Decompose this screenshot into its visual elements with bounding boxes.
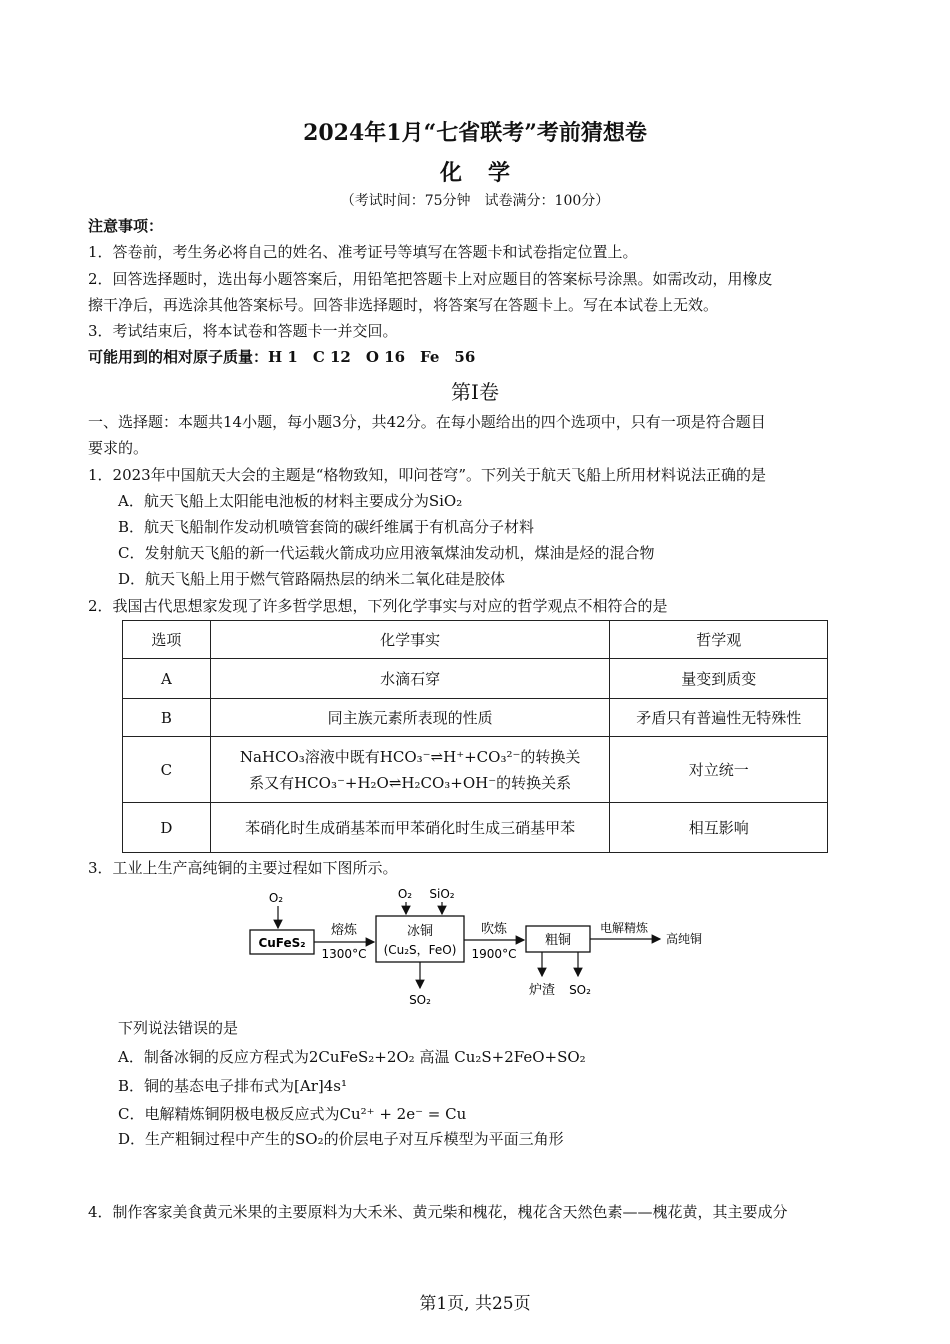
notice-item: 1．答卷前，考生务必将自己的姓名、准考证号等填写在答题卡和试卷指定位置上。	[88, 243, 638, 261]
table-cell-fact: 水滴石穿	[210, 659, 610, 699]
product-label: 高纯铜	[665, 932, 703, 946]
so2-label: SO₂	[409, 993, 431, 1007]
table-row	[123, 737, 828, 803]
q3-option-b: B．铜的基态电子排布式为[Ar]4s¹	[118, 1077, 347, 1095]
table-cell-option: A	[123, 659, 211, 699]
table-header-row	[123, 621, 828, 659]
table-cell-option: B	[123, 699, 211, 737]
table-cell-fact: 苯硝化时生成硝基苯而甲苯硝化时生成三硝基甲苯	[210, 803, 610, 853]
table-header-cell: 化学事实	[210, 621, 610, 659]
step3-label: 电解精炼	[599, 921, 649, 935]
table-header-cell: 哲学观	[610, 621, 828, 659]
atomic-mass-line: 可能用到的相对原子质量：H 1 C 12 O 16 Fe 56	[88, 348, 476, 366]
notice-item: 擦干净后，再选涂其他答案标号。回答非选择题时，将答案写在答题卡上。写在本试卷上无效。	[88, 296, 719, 314]
temp1-label: 1300°C	[321, 947, 367, 961]
q3-option-d: D．生产粗铜过程中产生的SO₂的价层电子对互斥模型为平面三角形	[118, 1130, 564, 1148]
sio2-label: SiO₂	[429, 887, 455, 901]
step1-label: 熔炼	[330, 923, 358, 938]
table-cell-view: 相互影响	[610, 803, 828, 853]
notice-item: 3．考试结束后，将本试卷和答题卡一并交回。	[88, 322, 398, 340]
subject-title: 化学	[439, 160, 536, 186]
section-intro: 一、选择题：本题共14小题，每小题3分，共42分。在每小题给出的四个选项中，只有一项是符合题目	[88, 413, 766, 431]
cufes2-label: CuFeS₂	[258, 936, 306, 950]
table-cell-view: 矛盾只有普遍性无特殊性	[610, 699, 828, 737]
copper-process-diagram	[240, 880, 720, 1010]
slag-label: 炉渣	[528, 983, 556, 998]
o2-label: O₂	[397, 887, 413, 901]
q3-option-c: C．电解精炼铜阴极电极反应式为Cu²⁺ + 2e⁻ = Cu	[118, 1105, 467, 1123]
table-cell-option: D	[123, 803, 211, 853]
table-cell-view: 对立统一	[610, 737, 828, 803]
section-title: 第I卷	[451, 380, 499, 404]
q1-option-a: A．航天飞船上太阳能电池板的材料主要成分为SiO₂	[118, 492, 463, 510]
q2-table	[122, 620, 828, 853]
fact-line: 系又有HCO₃⁻+H₂O⇌H₂CO₃+OH⁻的转换关系	[249, 773, 572, 792]
q1-option-c: C．发射航天飞船的新一代运载火箭成功应用液氧煤油发动机，煤油是烃的混合物	[118, 544, 655, 562]
q2-stem: 2．我国古代思想家发现了许多哲学思想，下列化学事实与对应的哲学观点不相符合的是	[88, 597, 668, 615]
notice-heading: 注意事项：	[88, 217, 164, 235]
table-row	[123, 699, 828, 737]
page-footer: 第1页, 共25页	[419, 1294, 531, 1314]
step2-label: 吹炼	[480, 922, 508, 937]
crude-copper-label: 粗铜	[544, 933, 572, 948]
o2-label: O₂	[268, 891, 284, 905]
table-cell-fact	[210, 737, 610, 803]
q3-stem: 3．工业上生产高纯铜的主要过程如下图所示。	[88, 859, 398, 877]
table-row	[123, 659, 828, 699]
table-row	[123, 803, 828, 853]
table-cell-view: 量变到质变	[610, 659, 828, 699]
q3-option-a: A．制备冰铜的反应方程式为2CuFeS₂+2O₂ 高温 Cu₂S+2FeO+SO₂	[118, 1048, 586, 1066]
matte-label: 冰铜	[406, 924, 434, 939]
q1-stem: 1．2023年中国航天大会的主题是“格物致知，叩问苍穹”。下列关于航天飞船上所用材料说法正确的是	[88, 466, 767, 484]
exam-title: 2024年1月“七省联考”考前猜想卷	[303, 120, 647, 146]
notice-item: 2．回答选择题时，选出每小题答案后，用铅笔把答题卡上对应题目的答案标号涂黑。如需改动，用橡皮	[88, 270, 773, 288]
so2-label: SO₂	[569, 983, 591, 997]
table-cell-option: C	[123, 737, 211, 803]
q1-option-d: D．航天飞船上用于燃气管路隔热层的纳米二氧化硅是胶体	[118, 570, 506, 588]
q4-stem: 4．制作客家美食黄元米果的主要原料为大禾米、黄元柴和槐花，槐花含天然色素——槐花黄，其主要成分	[88, 1203, 788, 1221]
matte-formula: (Cu₂S，FeO)	[383, 943, 457, 957]
q3-prompt: 下列说法错误的是	[118, 1019, 239, 1037]
q1-option-b: B．航天飞船制作发动机喷管套筒的碳纤维属于有机高分子材料	[118, 518, 535, 536]
section-intro: 要求的。	[88, 439, 149, 457]
fact-line: NaHCO₃溶液中既有HCO₃⁻⇌H⁺+CO₃²⁻的转换关	[239, 747, 581, 766]
table-header-cell: 选项	[123, 621, 211, 659]
exam-info: （考试时间：75分钟 试卷满分：100分）	[340, 193, 610, 209]
temp2-label: 1900°C	[471, 947, 517, 961]
table-cell-fact: 同主族元素所表现的性质	[210, 699, 610, 737]
